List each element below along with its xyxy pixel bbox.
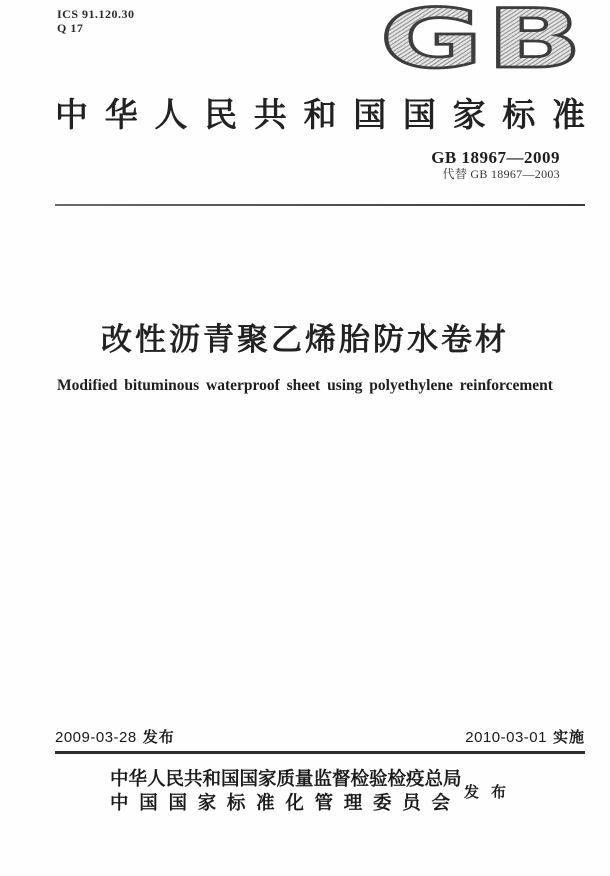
implementation-label: 实施 <box>552 729 585 746</box>
issue-label: 发布 <box>142 729 175 746</box>
issuer-names <box>110 767 462 814</box>
implementation-date-group <box>465 726 585 747</box>
replaces-note: 代替 GB 18967—2003 <box>442 167 560 181</box>
jointly-issued-label: 发布 <box>464 784 519 801</box>
standard-number-block <box>431 148 560 182</box>
document-title-english: Modified bituminous waterproof sheet using polyethylene reinforcement <box>57 377 553 394</box>
gb-logo-text: GB <box>379 0 586 87</box>
document-title-chinese: 改性沥青聚乙烯胎防水卷材 <box>101 322 509 357</box>
issue-date-group <box>55 726 175 747</box>
issuer-row <box>110 767 518 814</box>
ics-classification-block <box>57 7 135 35</box>
classification-code: Q 17 <box>57 21 84 35</box>
footer-rule <box>55 751 585 754</box>
header-rule <box>55 204 585 206</box>
issue-date: 2009-03-28 <box>55 729 137 746</box>
implementation-date: 2010-03-01 <box>465 729 547 746</box>
issuer-name-1: 中华人民共和国国家质量监督检验检疫总局 <box>110 768 462 789</box>
date-row <box>55 726 585 747</box>
gb-logo <box>379 0 586 87</box>
national-standard-heading: 中华人民共和国国家标准 <box>55 98 585 134</box>
ics-code: ICS 91.120.30 <box>57 7 135 21</box>
standard-number: GB 18967—2009 <box>431 148 560 167</box>
issuer-name-2: 中国国家标准化管理委员会 <box>110 791 450 813</box>
